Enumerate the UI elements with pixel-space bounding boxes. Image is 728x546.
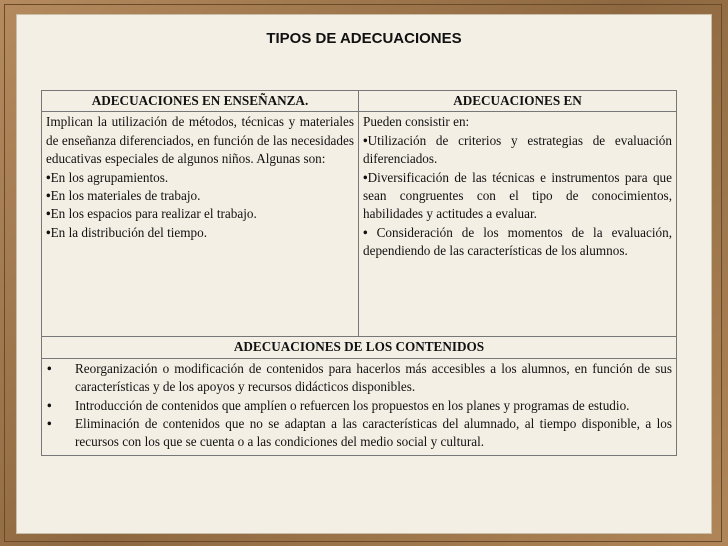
col2-intro: Pueden consistir en: (363, 114, 470, 130)
bullet-icon: • (46, 188, 51, 204)
list-item: •En los materiales de trabajo. (46, 188, 201, 204)
col2-header: ADECUACIONES EN (359, 91, 677, 112)
list-item: • Introducción de contenidos que amplíen o refuercen los propuestos en los planes y programas de estudio. (46, 397, 672, 415)
col1-header: ADECUACIONES EN ENSEÑANZA. (42, 91, 359, 112)
table-row (42, 112, 677, 337)
bullet-icon: • (47, 397, 52, 413)
bullet-icon: • (47, 360, 52, 376)
bullet-icon: • (46, 224, 51, 240)
bullet-icon: • (363, 169, 368, 185)
page-title: TIPOS DE ADECUACIONES (266, 30, 462, 47)
table-header-row (42, 91, 677, 112)
list-item: • Eliminación de contenidos que no se adaptan a las características del alumnado, al tiempo disponible, a los recursos con los que se cuenta o a las condiciones del medio social y cultural. (47, 416, 672, 450)
col1-intro: Implican la utilización de métodos, técnicas y materiales de enseñanza diferenciados, en función de las necesidades educativas especiales de algunos niños. Algunas son: (46, 114, 354, 167)
contenidos-header-row (42, 337, 677, 358)
list-item: •En la distribución del tiempo. (46, 224, 208, 240)
col1-cell (42, 112, 359, 337)
list-item: •En los agrupamientos. (46, 169, 169, 185)
col2-cell (359, 112, 677, 337)
bullet-icon: • (47, 416, 52, 432)
bullet-icon: • (363, 224, 368, 240)
contenidos-header: ADECUACIONES DE LOS CONTENIDOS (42, 337, 677, 358)
list-item: • Consideración de los momentos de la evaluación, dependiendo de las características de los alumnos. (363, 224, 672, 259)
bullet-icon: • (46, 206, 51, 222)
list-item: •En los espacios para realizar el trabajo. (46, 206, 257, 222)
slide (16, 14, 712, 534)
bullet-icon: • (363, 132, 368, 148)
contenidos-list (46, 360, 672, 452)
list-item: •Utilización de criterios y estrategias de evaluación diferenciados. (363, 132, 672, 167)
bullet-icon: • (46, 169, 51, 185)
list-item: • Reorganización o modificación de contenidos para hacerlos más accesibles a los alumnos, en función de sus características y de los apoyos y recursos didácticos disponibles. (47, 360, 672, 395)
adecuaciones-table (41, 90, 677, 456)
contenidos-cell (42, 358, 677, 455)
list-item: •Diversificación de las técnicas e instrumentos para que sean congruentes con el tipo de conocimientos, habilidades y actitudes a evaluar. (363, 169, 672, 222)
table-row (42, 358, 677, 455)
